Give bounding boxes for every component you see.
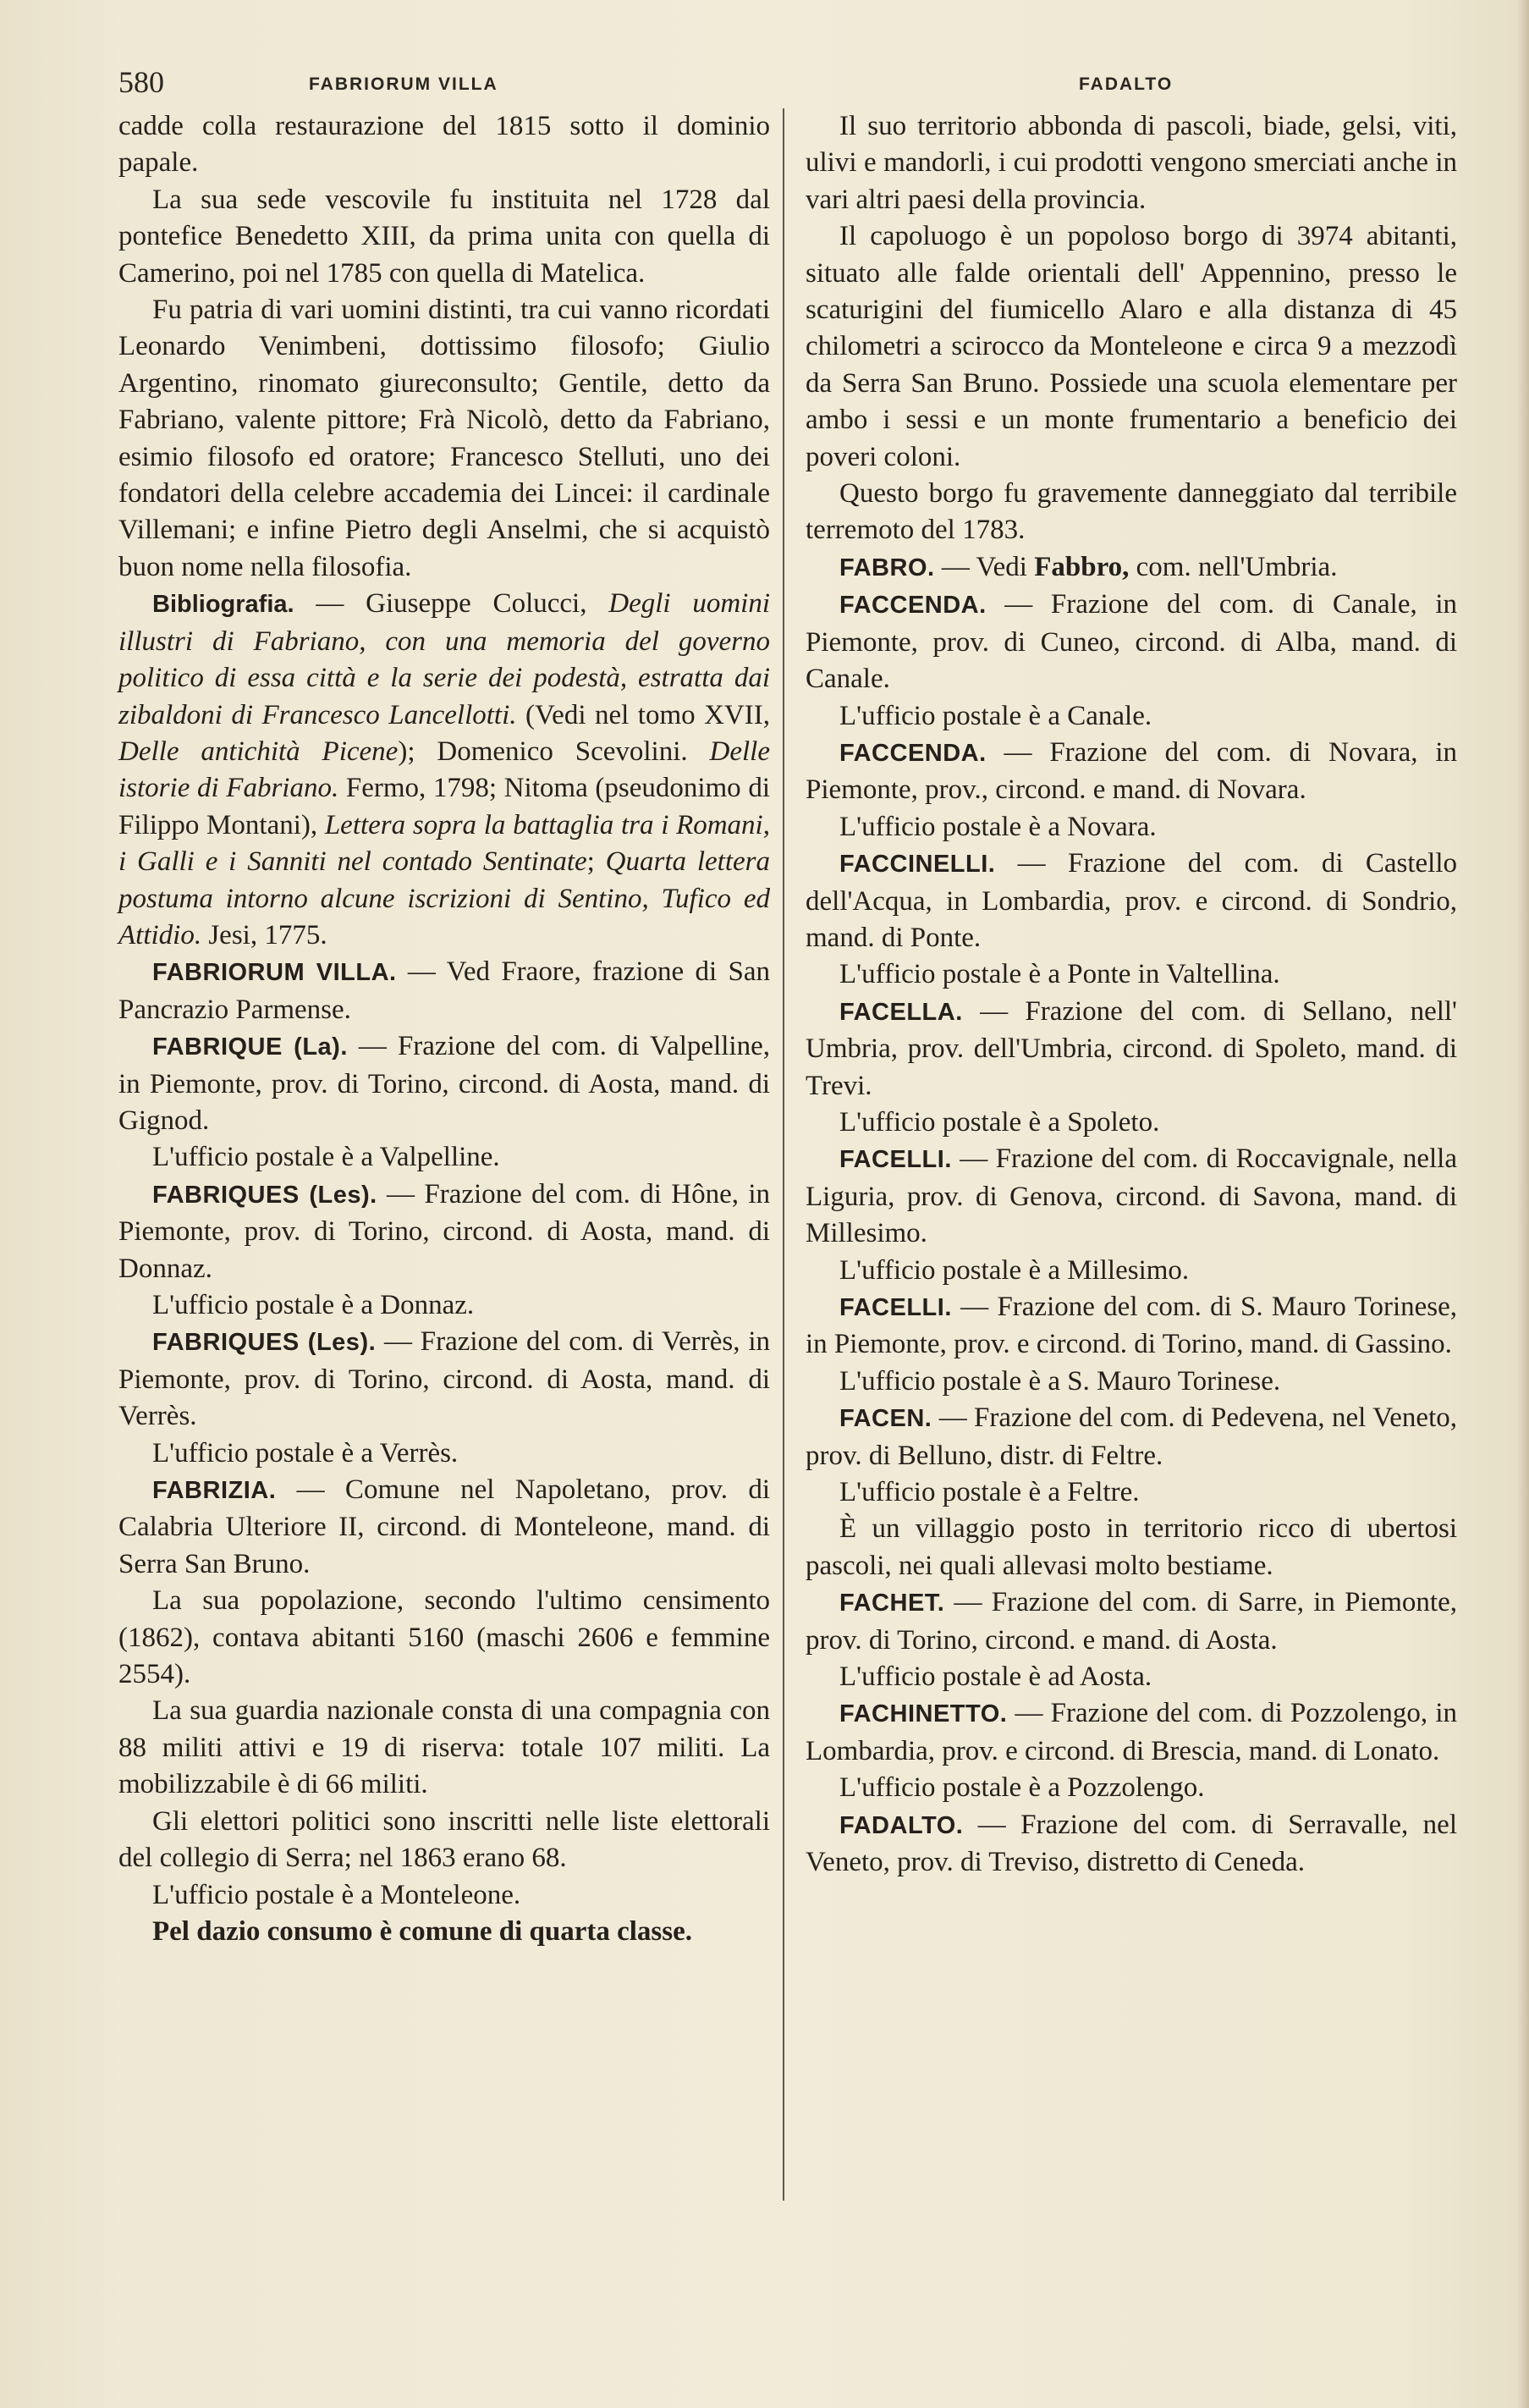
entry-text: — Frazione del com. di Pedevena, nel Veneto, prov. di Belluno, distr. di Feltre.: [806, 1402, 1457, 1471]
paragraph: Il capoluogo è un popoloso borgo di 3974 abitanti, situato alle falde orientali dell' Appennino, presso le scaturigini del fiumicello Alaro e alla distanza di 45 chilometri a scirocco da Monteleone e circa 9 a mezzodì da Serra San Bruno. Possiede una scuola elementare per ambo i sessi e un monte frumentario a beneficio dei poveri coloni.: [806, 221, 1457, 472]
postal-office-line: L'ufficio postale è a S. Mauro Torinese.: [839, 1365, 1281, 1397]
tax-class-line: Pel dazio consumo è comune di quarta classe.: [152, 1915, 692, 1947]
entry-fabriques: [118, 1176, 770, 1287]
page-header: [118, 64, 1438, 107]
entry-text: — Comune nel Napoletano, prov. di Calabria Ulteriore II, circond. di Monteleone, mand. di Serra San Bruno.: [118, 1474, 770, 1579]
entry-headword: FACHINETTO.: [839, 1700, 1008, 1728]
entry-text: com. nell'Umbria.: [1129, 551, 1338, 582]
entry-headword: FABRIQUE (La).: [152, 1033, 348, 1061]
entry-text: — Frazione del com. di Sellano, nell' Umbria, prov. dell'Umbria, circond. di Spoleto, mand. di Trevi.: [806, 995, 1457, 1101]
entry-headword: FADALTO.: [839, 1811, 964, 1839]
bib-text: (Vedi nel tomo XVII,: [516, 699, 770, 730]
postal-office-line: L'ufficio postale è a Donnaz.: [152, 1290, 475, 1320]
entry-fabriorum-villa: [118, 954, 770, 1028]
entry-headword: FACCINELLI.: [839, 851, 996, 879]
entry-fabro: [806, 549, 1457, 587]
entry-facella: [806, 994, 1457, 1105]
postal-office-line: L'ufficio postale è ad Aosta.: [839, 1661, 1152, 1693]
entry-faccinelli: [806, 846, 1457, 956]
bib-title: Degli uomini illustri di Fabriano, con una memoria del governo politico di essa città e la serie dei podestà, estratta dai zibaldoni di Francesco Lancellotti.: [118, 588, 770, 730]
bib-title: Delle istorie di Fabriano.: [118, 736, 770, 804]
paragraph: È un villaggio posto in territorio ricco di ubertosi pascoli, nei quali allevasi molto bestiame.: [806, 1513, 1457, 1581]
entry-text: — Frazione del com. di Canale, in Piemonte, prov. di Cuneo, circond. di Alba, mand. di Canale.: [806, 589, 1457, 695]
postal-office-line: L'ufficio postale è a Valpelline.: [152, 1142, 500, 1173]
paragraph: La sua popolazione, secondo l'ultimo censimento (1862), contava abitanti 5160 (maschi 2606 e femmine 2554).: [118, 1585, 770, 1690]
bib-text: — Giuseppe Colucci,: [294, 588, 609, 620]
entry-headword: FACELLA.: [839, 998, 963, 1026]
bib-text: Jesi, 1775.: [201, 919, 327, 951]
bib-title: Lettera sopra la battaglia tra i Romani, i Galli e i Sanniti nel contado Sentinate: [118, 809, 770, 878]
column-divider: [783, 108, 784, 2201]
entry-text: — Frazione del com. di S. Mauro Torinese, in Piemonte, prov. e circond. di Torino, mand. di Gassino.: [806, 1292, 1457, 1360]
bib-text: ;: [586, 846, 606, 878]
postal-office-line: L'ufficio postale è a Feltre.: [839, 1477, 1140, 1508]
entry-text: — Frazione del com. di Verrès, in Piemonte, prov. di Torino, circond. di Aosta, mand. di Verrès.: [118, 1326, 770, 1432]
postal-office-line: L'ufficio postale è a Spoleto.: [839, 1106, 1160, 1138]
paragraph: Gli elettori politici sono inscritti nelle liste elettorali del collegio di Serra; nel 1863 erano 68.: [118, 1805, 770, 1874]
paragraph: La sua sede vescovile fu instituita nel 1728 dal pontefice Benedetto XIII, da prima unita con quella di Camerino, poi nel 1785 con quella di Matelica.: [118, 184, 770, 289]
entry-fabriques: [118, 1324, 770, 1435]
entry-text: — Frazione del com. di Valpelline, in Piemonte, prov. di Torino, circond. di Aosta, mand. di Gignod.: [118, 1031, 770, 1136]
entry-fabrizia: [118, 1472, 770, 1583]
page-edge-shadow: [1517, 0, 1529, 2408]
postal-office-line: L'ufficio postale è a Ponte in Valtellina.: [839, 959, 1280, 990]
entry-fadalto: [806, 1807, 1457, 1882]
bib-text: Fermo, 1798; Nitoma (pseudonimo di Filippo Montani),: [118, 773, 770, 840]
entry-text: — Frazione del com. di Pozzolengo, in Lombardia, prov. e circond. di Brescia, mand. di Lonato.: [806, 1698, 1457, 1766]
paragraph: Questo borgo fu gravemente danneggiato dal terribile terremoto del 1783.: [806, 478, 1457, 546]
entry-headword: FACHET.: [839, 1590, 945, 1617]
entry-headword: FACCENDA.: [839, 592, 987, 620]
postal-office-line: L'ufficio postale è a Millesimo.: [839, 1254, 1190, 1286]
bibliography-heading: Bibliografia.: [152, 591, 294, 619]
entry-facen: [806, 1400, 1457, 1474]
entry-headword: FACCENDA.: [839, 739, 987, 767]
bibliography-paragraph: [118, 586, 770, 954]
entry-text: — Frazione del com. di Castello dell'Acqua, in Lombardia, prov. e circond. di Sondrio, mand. di Ponte.: [806, 848, 1457, 953]
postal-office-line: L'ufficio postale è a Canale.: [839, 700, 1152, 731]
entry-headword: FABRIQUES (Les).: [152, 1329, 377, 1357]
paragraph: La sua guardia nazionale consta di una compagnia con 88 militi attivi e 19 di riserva: totale 107 militi. La mobilizzabile è di 66 militi.: [118, 1695, 770, 1800]
cross-reference: Fabbro,: [1034, 551, 1130, 582]
entry-fachinetto: [806, 1695, 1457, 1770]
paragraph: Fu patria di vari uomini distinti, tra cui vanno ricordati Leonardo Venimbeni, dottissimo filosofo; Giulio Argentino, rinomato giureconsulto; Gentile, detto da Fabriano, valente pittore; Frà Nicolò, detto da Fabriano, esimio filosofo ed oratore; Francesco Stelluti, uno dei fondatori della celebre accademia dei Lincei: il cardinale Villemani; e infine Pietro degli Anselmi, che si acquistò buon nome nella filosofia.: [118, 295, 770, 582]
entry-facelli: [806, 1141, 1457, 1252]
postal-office-line: L'ufficio postale è a Monteleone.: [152, 1879, 521, 1910]
running-head-right: FADALTO: [1079, 74, 1174, 94]
entry-text: — Vedi: [934, 551, 1035, 582]
entry-text: — Frazione del com. di Sarre, in Piemonte, prov. di Torino, circond. e mand. di Aosta.: [806, 1587, 1457, 1656]
paragraph: cadde colla restaurazione del 1815 sotto il dominio papale.: [118, 111, 770, 179]
entry-headword: FACELLI.: [839, 1146, 952, 1174]
entry-text: — Frazione del com. di Novara, in Piemonte, prov., circond. e mand. di Novara.: [806, 736, 1457, 806]
entry-headword: FABRIQUES (Les).: [152, 1181, 377, 1209]
postal-office-line: L'ufficio postale è a Pozzolengo.: [839, 1772, 1205, 1804]
right-column: [806, 108, 1457, 1882]
entry-fabrique: [118, 1028, 770, 1139]
entry-fachet: [806, 1584, 1457, 1659]
postal-office-line: L'ufficio postale è a Verrès.: [152, 1437, 459, 1468]
entry-headword: FABRO.: [839, 554, 935, 581]
entry-faccenda: [806, 587, 1457, 697]
entry-facelli: [806, 1289, 1457, 1364]
bib-title: Quarta lettera postuma intorno alcune iscrizioni di Sentino, Tufico ed Attidio.: [118, 846, 770, 951]
entry-faccenda: [806, 735, 1457, 809]
running-head-left: FABRIORUM VILLA: [309, 74, 498, 94]
entry-text: — Frazione del com. di Hône, in Piemonte, prov. di Torino, circond. di Aosta, mand. di Donnaz.: [118, 1178, 770, 1284]
paragraph: Il suo territorio abbonda di pascoli, biade, gelsi, viti, ulivi e mandorli, i cui prodotti vengono smerciati anche in vari altri paesi della provincia.: [806, 111, 1457, 215]
entry-headword: FABRIZIA.: [152, 1477, 277, 1505]
entry-headword: FABRIORUM VILLA.: [152, 959, 397, 987]
postal-office-line: L'ufficio postale è a Novara.: [839, 811, 1157, 842]
entry-text: — Ved Fraore, frazione di San Pancrazio Parmense.: [118, 956, 770, 1025]
bib-text: ); Domenico Scevolini.: [398, 736, 710, 767]
page-number: 580: [118, 65, 164, 99]
entry-text: — Frazione del com. di Roccavignale, nella Liguria, prov. di Genova, circond. di Savona, mand. di Millesimo.: [806, 1143, 1457, 1249]
bib-title: Delle antichità Picene: [118, 736, 399, 767]
entry-headword: FACELLI.: [839, 1294, 952, 1321]
entry-text: — Frazione del com. di Serravalle, nel Veneto, prov. di Treviso, distretto di Ceneda.: [806, 1809, 1457, 1878]
left-column: [118, 108, 770, 1950]
entry-headword: FACEN.: [839, 1405, 932, 1433]
